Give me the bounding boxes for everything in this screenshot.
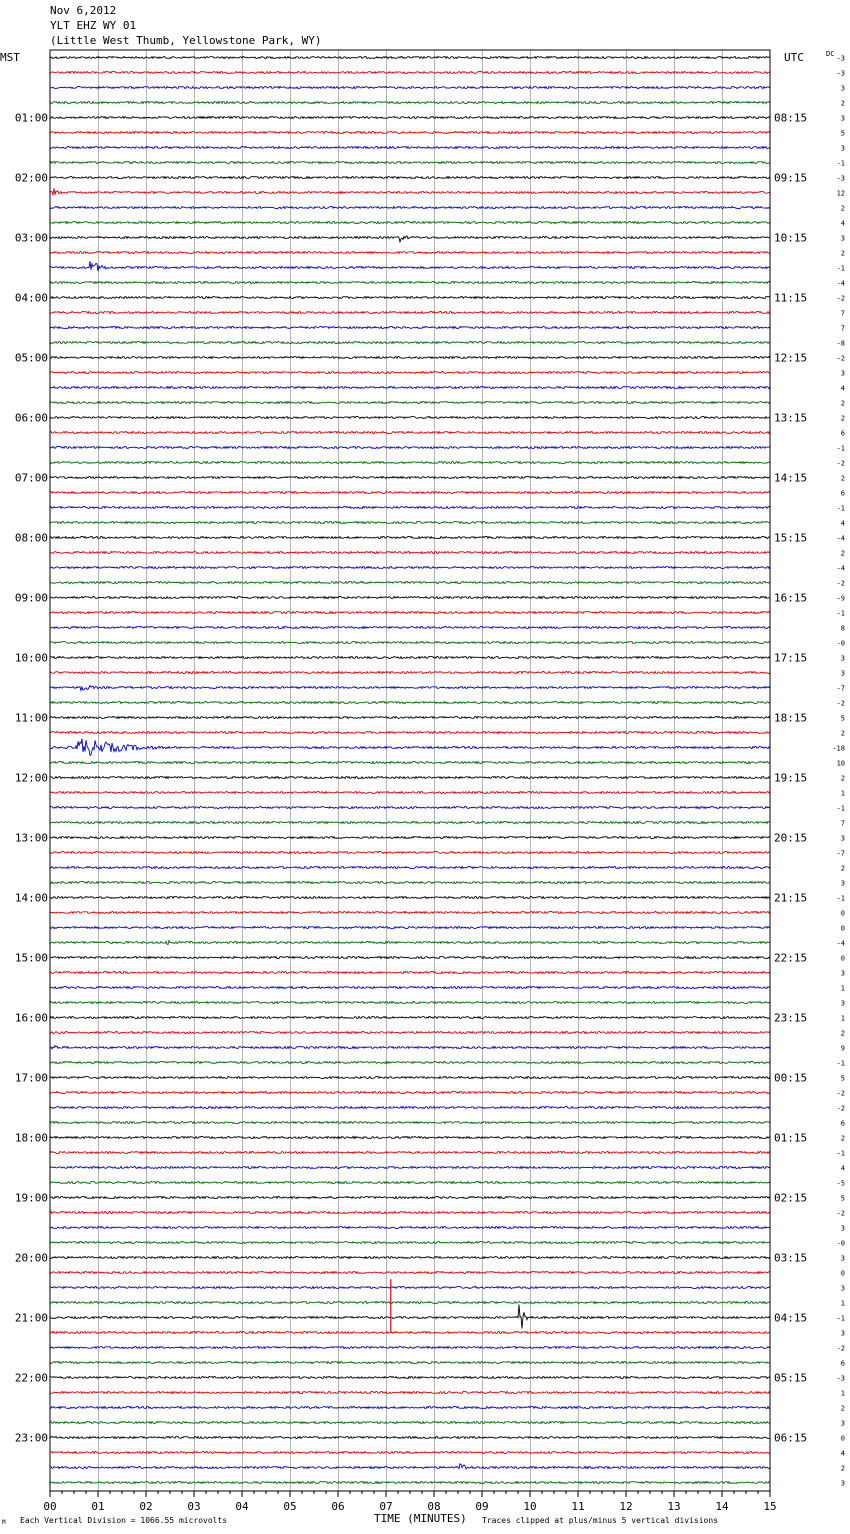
dc-offset-value: -7 (836, 849, 845, 858)
dc-offset-value: -4 (836, 939, 845, 948)
trace-row-60 (50, 956, 770, 958)
trace-row-19 (50, 341, 770, 343)
dc-offset-value: 7 (840, 324, 845, 333)
dc-offset-value: 0 (840, 924, 845, 933)
clip-note: Traces clipped at plus/minus 5 vertical divisions (482, 1516, 719, 1525)
dc-offset-value: -2 (836, 459, 845, 468)
mst-hour-label: 08:00 (14, 531, 48, 545)
utc-hour-label: 08:15 (774, 111, 808, 125)
dc-offset-value: 6 (840, 1119, 845, 1128)
mst-hour-label: 01:00 (14, 111, 48, 125)
dc-offset-value: -2 (836, 294, 845, 303)
trace-row-17 (50, 311, 770, 313)
x-tick-label: 12 (619, 1500, 633, 1513)
utc-hour-label: 21:15 (774, 891, 808, 905)
trace-row-77 (50, 1211, 770, 1213)
dc-offset-value: 2 (840, 1464, 845, 1473)
dc-offset-value: -4 (836, 534, 845, 543)
mst-hour-label: 04:00 (14, 291, 48, 305)
trace-row-35 (50, 581, 770, 583)
dc-offset-value: -1 (836, 159, 845, 168)
dc-offset-value: 2 (840, 474, 845, 483)
utc-hour-label: 19:15 (774, 771, 808, 785)
utc-hour-label: 04:15 (774, 1311, 808, 1325)
dc-offset-value: -3 (836, 1374, 845, 1383)
trace-row-62 (50, 986, 770, 988)
dc-offset-value: -2 (836, 699, 845, 708)
trace-row-87 (50, 1361, 770, 1363)
utc-hour-label: 12:15 (774, 351, 808, 365)
utc-hour-label: 14:15 (774, 471, 808, 485)
trace-row-63 (50, 1001, 770, 1003)
dc-offset-value: 4 (840, 1449, 845, 1458)
x-tick-label: 04 (235, 1500, 249, 1513)
dc-offset-value: -0 (836, 639, 845, 648)
utc-hour-label: 13:15 (774, 411, 808, 425)
mst-hour-label: 17:00 (14, 1071, 48, 1085)
trace-row-94 (50, 1464, 770, 1469)
dc-offset-value: 3 (840, 1254, 845, 1263)
trace-row-44 (50, 716, 770, 718)
dc-offset-value: -2 (836, 1104, 845, 1113)
dc-offset-value: 5 (840, 129, 845, 138)
dc-offset-value: -1 (836, 444, 845, 453)
x-tick-label: 03 (187, 1500, 201, 1513)
dc-offset-value: 1 (840, 789, 845, 798)
trace-row-82 (50, 1286, 770, 1288)
trace-row-26 (50, 446, 770, 448)
scale-note: Each Vertical Division = 1066.55 microvolts (20, 1516, 228, 1525)
trace-row-51 (50, 821, 770, 823)
x-tick-label: 02 (139, 1500, 153, 1513)
dc-offset-value: 2 (840, 864, 845, 873)
utc-hour-label: 06:15 (774, 1431, 808, 1445)
dc-offset-value: 5 (840, 1194, 845, 1203)
dc-offset-value: -2 (836, 1209, 845, 1218)
trace-row-41 (50, 671, 770, 673)
utc-hour-label: 15:15 (774, 531, 808, 545)
trace-row-16 (50, 296, 770, 298)
dc-offset-value: -1 (836, 1314, 845, 1323)
trace-row-88 (50, 1376, 770, 1378)
trace-row-18 (50, 326, 770, 328)
dc-offset-value: 2 (840, 1134, 845, 1143)
trace-row-14 (50, 261, 770, 271)
trace-row-37 (50, 611, 770, 613)
x-tick-label: 10 (523, 1500, 537, 1513)
dc-offset-value: 6 (840, 1359, 845, 1368)
trace-row-4 (50, 116, 770, 118)
trace-row-47 (50, 761, 770, 763)
utc-hour-label: 11:15 (774, 291, 808, 305)
trace-row-8 (50, 176, 770, 178)
dc-offset-value: 2 (840, 774, 845, 783)
utc-timezone-label: UTC (784, 51, 804, 64)
mst-hour-label: 07:00 (14, 471, 48, 485)
trace-row-2 (50, 86, 770, 88)
dc-offset-value: 8 (840, 624, 845, 633)
dc-offset-value: 0 (840, 954, 845, 963)
trace-row-54 (50, 866, 770, 868)
utc-hour-label: 09:15 (774, 171, 808, 185)
dc-offset-value: -1 (836, 609, 845, 618)
trace-row-76 (50, 1196, 770, 1198)
trace-row-15 (50, 281, 770, 283)
dc-offset-value: 2 (840, 729, 845, 738)
trace-row-34 (50, 566, 770, 568)
utc-hour-label: 03:15 (774, 1251, 808, 1265)
trace-row-24 (50, 416, 770, 418)
mst-hour-label: 21:00 (14, 1311, 48, 1325)
dc-offset-value: -1 (836, 1149, 845, 1158)
mst-hour-label: 19:00 (14, 1191, 48, 1205)
trace-row-50 (50, 806, 770, 808)
trace-row-59 (50, 940, 770, 944)
dc-offset-value: 4 (840, 219, 845, 228)
dc-offset-labels (832, 55, 845, 1488)
utc-hour-label: 17:15 (774, 651, 808, 665)
trace-row-53 (50, 851, 770, 853)
trace-row-69 (50, 1091, 770, 1093)
dc-offset-value: 2 (840, 249, 845, 258)
trace-row-30 (50, 506, 770, 508)
mst-hour-label: 20:00 (14, 1251, 48, 1265)
x-tick-label: 09 (475, 1500, 489, 1513)
trace-row-42 (50, 685, 770, 690)
trace-row-22 (50, 386, 770, 388)
trace-row-38 (50, 626, 770, 628)
utc-hour-label: 05:15 (774, 1371, 808, 1385)
dc-offset-value: 7 (840, 819, 845, 828)
x-tick-label: 08 (427, 1500, 441, 1513)
utc-hour-label: 16:15 (774, 591, 808, 605)
mst-hour-label: 15:00 (14, 951, 48, 965)
trace-row-85 (50, 1331, 770, 1333)
trace-row-57 (50, 911, 770, 913)
trace-row-70 (50, 1106, 770, 1108)
minute-gridlines (99, 50, 723, 1491)
trace-row-83 (50, 1301, 770, 1303)
dc-offset-value: 3 (840, 669, 845, 678)
x-tick-label: 14 (715, 1500, 729, 1513)
trace-row-89 (50, 1391, 770, 1393)
trace-row-1 (50, 71, 770, 73)
dc-offset-value: 0 (840, 909, 845, 918)
dc-offset-value: -2 (836, 1344, 845, 1353)
trace-row-81 (50, 1271, 770, 1273)
trace-row-95 (50, 1481, 770, 1483)
trace-row-46 (50, 739, 770, 756)
dc-offset-value: -9 (836, 594, 845, 603)
utc-hour-label: 23:15 (774, 1011, 808, 1025)
trace-row-21 (50, 371, 770, 373)
trace-row-43 (50, 701, 770, 703)
trace-row-67 (50, 1061, 770, 1063)
mst-hour-label: 18:00 (14, 1131, 48, 1145)
dc-offset-value: -1 (836, 804, 845, 813)
trace-row-39 (50, 641, 770, 643)
dc-offset-value: 3 (840, 1284, 845, 1293)
dc-offset-value: -1 (836, 894, 845, 903)
dc-offset-value: -4 (836, 564, 845, 573)
dc-offset-value: 3 (840, 1419, 845, 1428)
dc-offset-value: 0 (840, 1269, 845, 1278)
trace-row-52 (50, 836, 770, 838)
mst-hour-label: 14:00 (14, 891, 48, 905)
mst-hour-label: 06:00 (14, 411, 48, 425)
dc-offset-value: 2 (840, 414, 845, 423)
dc-offset-value: -2 (836, 1089, 845, 1098)
trace-row-58 (50, 926, 770, 928)
dc-offset-value: -7 (836, 684, 845, 693)
trace-row-36 (50, 596, 770, 598)
trace-row-32 (50, 536, 770, 538)
corner-mark: M (2, 1519, 6, 1526)
mst-hour-label: 02:00 (14, 171, 48, 185)
trace-row-71 (50, 1121, 770, 1123)
dc-offset-value: 3 (840, 84, 845, 93)
mst-hour-label: 10:00 (14, 651, 48, 665)
trace-row-92 (50, 1436, 770, 1438)
trace-row-61 (50, 971, 770, 973)
dc-offset-value: 10 (836, 759, 845, 768)
mst-hour-label: 16:00 (14, 1011, 48, 1025)
dc-offset-value: 2 (840, 1029, 845, 1038)
utc-hour-labels (774, 112, 807, 1445)
mst-hour-label: 05:00 (14, 351, 48, 365)
trace-row-20 (50, 356, 770, 358)
plot-frame (50, 50, 770, 1491)
mst-hour-label: 22:00 (14, 1371, 48, 1385)
trace-row-64 (50, 1016, 770, 1018)
trace-row-48 (50, 776, 770, 778)
dc-offset-value: -18 (832, 744, 845, 753)
dc-offset-value: 1 (840, 1389, 845, 1398)
dc-offset-value: 3 (840, 234, 845, 243)
utc-hour-label: 20:15 (774, 831, 808, 845)
trace-row-31 (50, 521, 770, 523)
dc-offset-value: 2 (840, 549, 845, 558)
station-code: YLT EHZ WY 01 (50, 19, 137, 32)
dc-offset-value: 2 (840, 1404, 845, 1413)
mst-hour-labels (15, 112, 48, 1445)
dc-offset-value: -3 (836, 174, 845, 183)
trace-row-55 (50, 881, 770, 883)
utc-hour-label: 22:15 (774, 951, 808, 965)
trace-row-74 (50, 1166, 770, 1168)
utc-hour-label: 01:15 (774, 1131, 808, 1145)
dc-offset-value: -5 (836, 1179, 845, 1188)
utc-hour-label: 10:15 (774, 231, 808, 245)
trace-row-33 (50, 551, 770, 553)
mst-timezone-label: MST (0, 51, 20, 64)
trace-row-3 (50, 101, 770, 103)
dc-offset-value: 4 (840, 519, 845, 528)
dc-offset-value: 2 (840, 204, 845, 213)
dc-offset-value: 7 (840, 309, 845, 318)
dc-offset-value: -8 (836, 339, 845, 348)
trace-row-68 (50, 1076, 770, 1078)
dc-offset-value: 3 (840, 1479, 845, 1488)
dc-offset-value: 4 (840, 1164, 845, 1173)
dc-offset-value: -3 (836, 54, 845, 63)
trace-row-12 (50, 236, 770, 242)
trace-row-75 (50, 1181, 770, 1183)
dc-offset-value: 3 (840, 369, 845, 378)
station-location: (Little West Thumb, Yellowstone Park, WY) (50, 34, 322, 47)
time-axis (43, 1491, 776, 1513)
dc-offset-value: 12 (836, 189, 845, 198)
trace-row-23 (50, 401, 770, 403)
dc-offset-value: 5 (840, 1074, 845, 1083)
dc-offset-value: 3 (840, 1329, 845, 1338)
dc-offset-value: 1 (840, 1299, 845, 1308)
x-tick-label: 05 (283, 1500, 297, 1513)
x-tick-label: 01 (91, 1500, 105, 1513)
x-tick-label: 11 (571, 1500, 585, 1513)
dc-offset-value: -1 (836, 1059, 845, 1068)
trace-row-78 (50, 1226, 770, 1228)
trace-row-72 (50, 1136, 770, 1138)
dc-offset-value: 3 (840, 834, 845, 843)
dc-offset-value: 1 (840, 1014, 845, 1023)
chart-date: Nov 6,2012 (50, 4, 117, 17)
trace-row-7 (50, 161, 770, 163)
utc-hour-label: 02:15 (774, 1191, 808, 1205)
dc-offset-value: 9 (840, 1044, 845, 1053)
mst-hour-label: 11:00 (14, 711, 48, 725)
trace-row-29 (50, 491, 770, 493)
dc-offset-value: -0 (836, 1239, 845, 1248)
dc-offset-value: -1 (836, 264, 845, 273)
dc-offset-value: 6 (840, 489, 845, 498)
trace-row-6 (50, 146, 770, 148)
trace-row-25 (50, 431, 770, 433)
x-tick-label: 06 (331, 1500, 345, 1513)
trace-row-79 (50, 1241, 770, 1243)
dc-offset-value: 5 (840, 714, 845, 723)
trace-row-9 (50, 188, 770, 195)
mst-hour-label: 13:00 (14, 831, 48, 845)
trace-row-73 (50, 1151, 770, 1153)
trace-row-91 (50, 1421, 770, 1423)
dc-offset-value: 1 (840, 984, 845, 993)
dc-offset-value: 3 (840, 654, 845, 663)
trace-row-90 (50, 1406, 770, 1408)
dc-offset-value: -4 (836, 279, 845, 288)
dc-offset-value: -2 (836, 354, 845, 363)
dc-offset-value: 3 (840, 1224, 845, 1233)
trace-row-0 (50, 56, 770, 58)
dc-offset-value: 3 (840, 969, 845, 978)
dc-offset-value: 4 (840, 384, 845, 393)
dc-offset-value: 2 (840, 399, 845, 408)
dc-offset-value: 2 (840, 99, 845, 108)
trace-row-5 (50, 131, 770, 133)
trace-row-84 (50, 1305, 770, 1329)
dc-offset-value: 0 (840, 1434, 845, 1443)
trace-row-56 (50, 896, 770, 898)
trace-row-27 (50, 461, 770, 463)
x-tick-label: 00 (43, 1500, 57, 1513)
trace-row-10 (50, 206, 770, 208)
trace-row-49 (50, 791, 770, 793)
trace-row-66 (50, 1046, 770, 1049)
dc-header-label: DC (826, 50, 835, 58)
trace-row-40 (50, 656, 770, 658)
mst-hour-label: 23:00 (14, 1431, 48, 1445)
trace-row-13 (50, 251, 770, 253)
x-tick-label: 07 (379, 1500, 393, 1513)
trace-row-11 (50, 221, 770, 223)
dc-offset-value: 3 (840, 879, 845, 888)
utc-hour-label: 00:15 (774, 1071, 808, 1085)
x-tick-label: 15 (763, 1500, 777, 1513)
dc-offset-value: -3 (836, 69, 845, 78)
dc-offset-value: 6 (840, 429, 845, 438)
trace-row-45 (50, 731, 770, 733)
seismic-traces (50, 56, 770, 1483)
trace-row-80 (50, 1256, 770, 1258)
mst-hour-label: 09:00 (14, 591, 48, 605)
trace-row-93 (50, 1451, 770, 1453)
x-axis-title: TIME (MINUTES) (374, 1512, 467, 1525)
dc-offset-value: 3 (840, 144, 845, 153)
mst-hour-label: 03:00 (14, 231, 48, 245)
trace-row-65 (50, 1031, 770, 1033)
utc-hour-label: 18:15 (774, 711, 808, 725)
dc-offset-value: -2 (836, 579, 845, 588)
dc-offset-value: 3 (840, 999, 845, 1008)
dc-offset-value: 3 (840, 114, 845, 123)
x-tick-label: 13 (667, 1500, 681, 1513)
mst-hour-label: 12:00 (14, 771, 48, 785)
trace-row-86 (50, 1346, 770, 1348)
dc-offset-value: -1 (836, 504, 845, 513)
trace-row-28 (50, 476, 770, 478)
